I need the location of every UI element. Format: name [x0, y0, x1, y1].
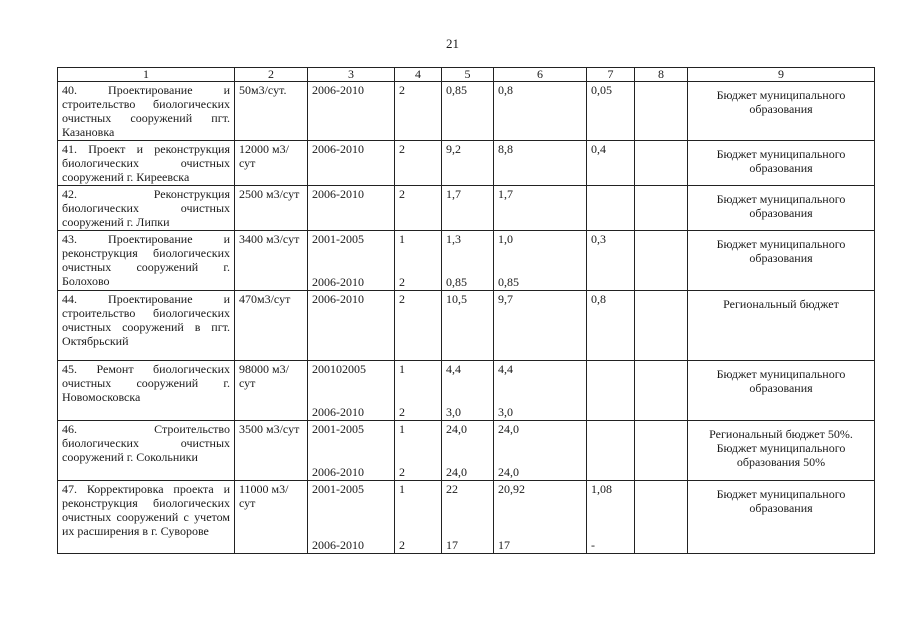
cell-name: 47. Корректировка проекта и реконструкция биологических очистных сооружений с учетом их расширения в г. Суворове: [58, 481, 235, 554]
cell-value-second-period: 2: [399, 465, 405, 479]
cell-value: 0,85: [446, 83, 467, 97]
cell-name: 46. Строительство биологических очистных сооружений г. Сокольники: [58, 421, 235, 481]
cell-value: 0,3: [591, 232, 606, 246]
cell-value-second-period: 17: [446, 538, 458, 552]
cell-col7: [587, 361, 635, 421]
cell-capacity: 50м3/сут.: [235, 82, 308, 141]
cell-col6: [494, 82, 587, 141]
cell-col7: [587, 231, 635, 291]
cell-value: 24,0: [498, 422, 519, 436]
cell-value: 1: [399, 422, 405, 436]
cell-capacity: 98000 м3/сут: [235, 361, 308, 421]
cell-col5: [442, 481, 494, 554]
cell-value-second-period: 2006-2010: [312, 275, 364, 289]
cell-name: 42. Реконструкция биологических очистных сооружений г. Липки: [58, 186, 235, 231]
cell-col7: [587, 141, 635, 186]
cell-col7: [587, 481, 635, 554]
cell-col7: [587, 186, 635, 231]
cell-budget: Бюджет муниципального образования: [688, 481, 875, 554]
cell-value: 0,8: [498, 83, 513, 97]
cell-col7: [587, 291, 635, 361]
cell-value: 4,4: [446, 362, 461, 376]
cell-value: 8,8: [498, 142, 513, 156]
cell-value: 24,0: [446, 422, 467, 436]
cell-periods: [308, 231, 395, 291]
cell-name: 41. Проект и реконструкция биологических очистных сооружений г. Киреевска: [58, 141, 235, 186]
cell-value: 2: [399, 187, 405, 201]
cell-col8: [635, 82, 688, 141]
cell-col8: [635, 361, 688, 421]
cell-value: 9,2: [446, 142, 461, 156]
cell-budget: Бюджет муниципального образования: [688, 82, 875, 141]
column-header-3: 3: [308, 68, 395, 82]
cell-budget: Бюджет муниципального образования: [688, 141, 875, 186]
cell-value: 2: [399, 292, 405, 306]
cell-col4: [395, 291, 442, 361]
cell-col6: [494, 186, 587, 231]
cell-col8: [635, 231, 688, 291]
cell-value-second-period: 0,85: [498, 275, 519, 289]
cell-value: 0,4: [591, 142, 606, 156]
cell-value: 1: [399, 362, 405, 376]
cell-col5: [442, 231, 494, 291]
cell-col7: [587, 421, 635, 481]
cell-value-second-period: 2006-2010: [312, 405, 364, 419]
column-header-9: 9: [688, 68, 875, 82]
cell-value: 2001-2005: [312, 422, 364, 436]
cell-col4: [395, 481, 442, 554]
cell-col8: [635, 291, 688, 361]
cell-value-second-period: 2: [399, 405, 405, 419]
cell-budget: Региональный бюджет 50%. Бюджет муниципального образования 50%: [688, 421, 875, 481]
column-header-7: 7: [587, 68, 635, 82]
cell-value: 20,92: [498, 482, 525, 496]
cell-value-second-period: -: [591, 538, 595, 552]
cell-periods: [308, 421, 395, 481]
cell-value: 1: [399, 482, 405, 496]
cell-col8: [635, 186, 688, 231]
cell-value-second-period: 3,0: [446, 405, 461, 419]
cell-budget: Бюджет муниципального образования: [688, 361, 875, 421]
cell-value: 9,7: [498, 292, 513, 306]
cell-capacity: 11000 м3/сут: [235, 481, 308, 554]
cell-value: 200102005: [312, 362, 366, 376]
cell-value: 4,4: [498, 362, 513, 376]
cell-budget: Региональный бюджет: [688, 291, 875, 361]
cell-value: 0,05: [591, 83, 612, 97]
cell-value: 2006-2010: [312, 292, 364, 306]
cell-periods: [308, 291, 395, 361]
table-row: [58, 361, 875, 421]
header-row: [58, 68, 875, 82]
cell-value: 1: [399, 232, 405, 246]
column-header-5: 5: [442, 68, 494, 82]
cell-value: 10,5: [446, 292, 467, 306]
cell-col5: [442, 186, 494, 231]
cell-value: 2001-2005: [312, 232, 364, 246]
cell-col6: [494, 231, 587, 291]
cell-value-second-period: 2006-2010: [312, 538, 364, 552]
column-header-6: 6: [494, 68, 587, 82]
cell-col5: [442, 361, 494, 421]
cell-col4: [395, 421, 442, 481]
cell-name: 43. Проектирование и реконструкция биологических очистных сооружений г. Болохово: [58, 231, 235, 291]
cell-value: 2006-2010: [312, 142, 364, 156]
cell-periods: [308, 82, 395, 141]
cell-value-second-period: 2006-2010: [312, 465, 364, 479]
cell-name: 45. Ремонт биологических очистных сооружений г. Новомосковска: [58, 361, 235, 421]
cell-value-second-period: 24,0: [446, 465, 467, 479]
cell-value-second-period: 17: [498, 538, 510, 552]
table-row: [58, 141, 875, 186]
cell-value: 2: [399, 83, 405, 97]
column-header-1: 1: [58, 68, 235, 82]
cell-col6: [494, 481, 587, 554]
cell-capacity: 470м3/сут: [235, 291, 308, 361]
cell-value: 0,8: [591, 292, 606, 306]
table-row: [58, 82, 875, 141]
cell-name: 44. Проектирование и строительство биологических очистных сооружений в пгт. Октябрьский: [58, 291, 235, 361]
cell-col6: [494, 291, 587, 361]
cell-value: 1,08: [591, 482, 612, 496]
cell-col5: [442, 82, 494, 141]
cell-col4: [395, 361, 442, 421]
cell-name: 40. Проектирование и строительство биологических очистных сооружений пгт. Казановка: [58, 82, 235, 141]
cell-periods: [308, 186, 395, 231]
cell-value: 1,7: [498, 187, 513, 201]
cell-col4: [395, 82, 442, 141]
cell-value-second-period: 2: [399, 275, 405, 289]
cell-col7: [587, 82, 635, 141]
facilities-table: [57, 67, 875, 554]
cell-value: 2006-2010: [312, 83, 364, 97]
cell-value: 1,0: [498, 232, 513, 246]
cell-col8: [635, 421, 688, 481]
cell-value: 1,7: [446, 187, 461, 201]
cell-value: 1,3: [446, 232, 461, 246]
cell-col4: [395, 141, 442, 186]
cell-value: 22: [446, 482, 458, 496]
cell-capacity: 12000 м3/сут: [235, 141, 308, 186]
cell-col8: [635, 141, 688, 186]
cell-value-second-period: 24,0: [498, 465, 519, 479]
cell-col4: [395, 186, 442, 231]
cell-value: 2001-2005: [312, 482, 364, 496]
table-row: [58, 186, 875, 231]
page-number: 21: [446, 36, 459, 51]
cell-capacity: 3400 м3/сут: [235, 231, 308, 291]
table-row: [58, 421, 875, 481]
cell-value-second-period: [635, 552, 687, 553]
cell-col6: [494, 421, 587, 481]
cell-periods: [308, 481, 395, 554]
column-header-2: 2: [235, 68, 308, 82]
cell-col5: [442, 141, 494, 186]
cell-value-second-period: 0,85: [446, 275, 467, 289]
cell-col5: [442, 421, 494, 481]
cell-periods: [308, 361, 395, 421]
table-row: [58, 481, 875, 554]
cell-value-second-period: 3,0: [498, 405, 513, 419]
column-header-8: 8: [635, 68, 688, 82]
cell-value: 2: [399, 142, 405, 156]
cell-col6: [494, 141, 587, 186]
cell-col8: [635, 481, 688, 554]
cell-col4: [395, 231, 442, 291]
cell-col6: [494, 361, 587, 421]
table-row: [58, 231, 875, 291]
column-header-4: 4: [395, 68, 442, 82]
table-row: [58, 291, 875, 361]
cell-value-second-period: 2: [399, 538, 405, 552]
cell-capacity: 3500 м3/сут: [235, 421, 308, 481]
cell-col5: [442, 291, 494, 361]
cell-capacity: 2500 м3/сут: [235, 186, 308, 231]
cell-budget: Бюджет муниципального образования: [688, 186, 875, 231]
cell-budget: Бюджет муниципального образования: [688, 231, 875, 291]
cell-value: 2006-2010: [312, 187, 364, 201]
cell-periods: [308, 141, 395, 186]
